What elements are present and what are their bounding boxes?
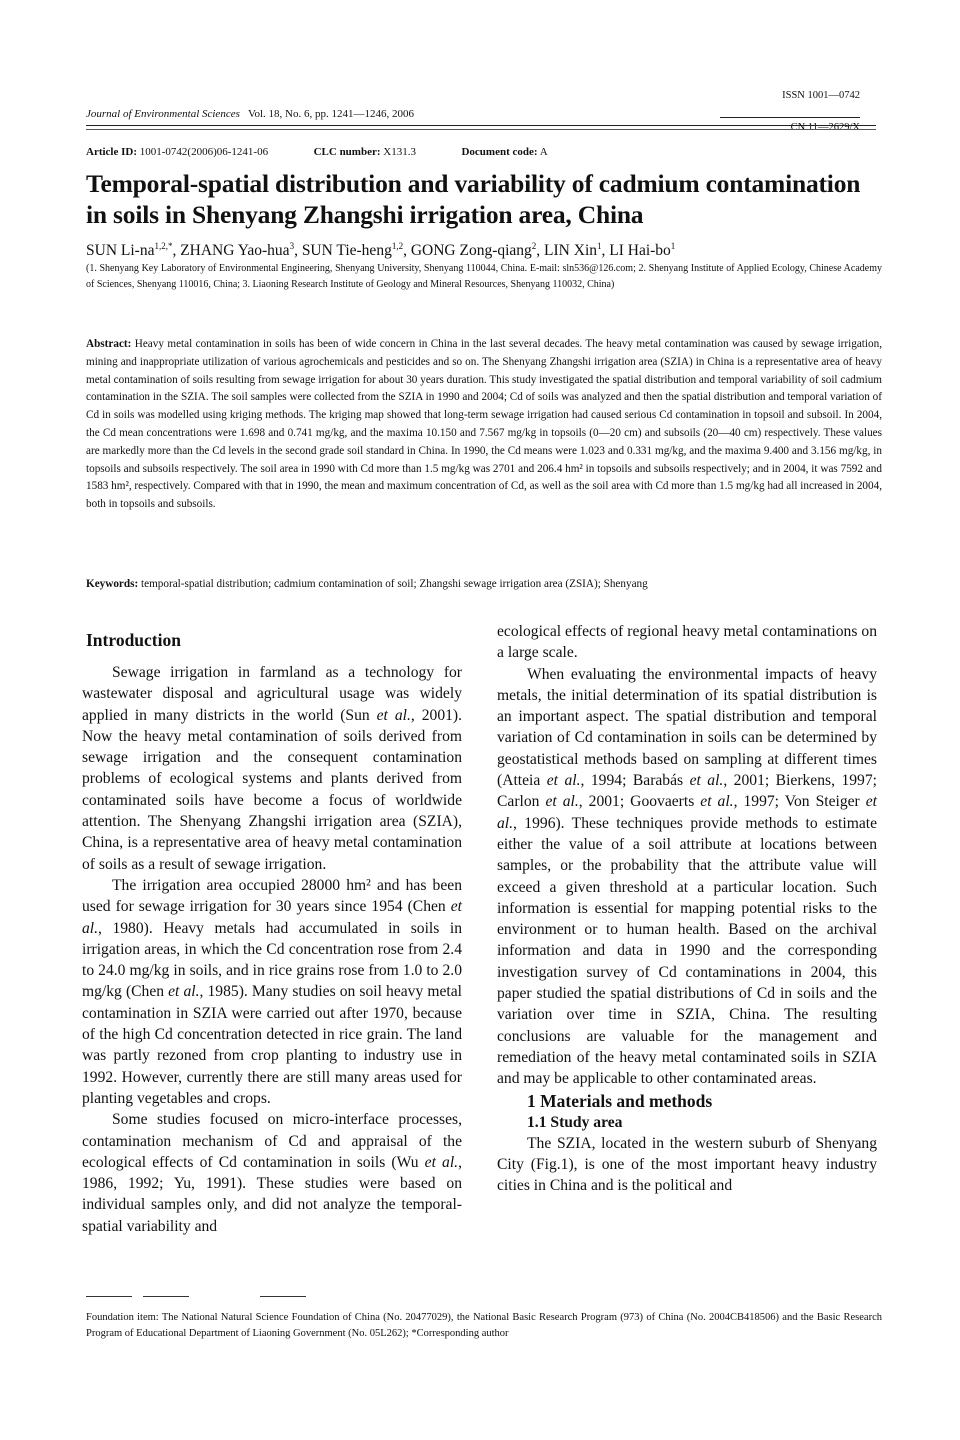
article-id: 1001-0742(2006)06-1241-06: [139, 146, 269, 158]
keywords-text: temporal-spatial distribution; cadmium contamination of soil; Zhangshi sewage irrigation area (ZSIA); Shenyang: [141, 578, 648, 590]
footnote: Foundation item: The National Natural Science Foundation of China (No. 20477029), the National Basic Research Program (973) of China (No. 2004CB418506) and the Basic Research Program of Educational Department of Liaoning Government (No. 05L262); *Corresponding author: [86, 1312, 882, 1339]
issn-number: ISSN 1001—0742: [782, 90, 860, 101]
author: LI Hai-bo: [609, 242, 671, 260]
introduction-heading: Introduction: [86, 630, 181, 650]
abstract-text: Heavy metal contamination in soils has been of wide concern in China in the last several decades. The heavy metal contamination was caused by sewage irrigation, mining and inappropriate utilization of various agrochemicals and pesticides and so on. The Shenyang Zhangshi irrigation area (SZIA) in China is a representative area of heavy metal contamination of soils resulting from sewage irrigation for about 30 years duration. This study investigated the spatial distribution and temporal variability of soil cadmium contamination in the SZIA. The soil samples were collected from the SZIA in 1990 and 2004; Cd of soils was analyzed and then the spatial distribution and temporal variation of Cd in soils was modelled using kriging methods. The kriging map showed that long-term sewage irrigation had caused serious Cd contamination in topsoil and subsoil. In 2004, the Cd mean concentrations were 1.698 and 0.741 mg/kg, and the maxima 10.150 and 7.567 mg/kg in topsoils (0—20 cm) and subsoils (20—40 cm) respectively. These values are markedly more than the Cd levels in the second grade soil standard in China. In 1990, the Cd means were 1.023 and 0.331 mg/kg, and the maxima 9.400 and 3.156 mg/kg, in topsoils and subsoils respectively. The soil area in 1990 with Cd more than 1.5 mg/kg was 2701 and 206.4 hm² in topsoils and subsoils respectively; and in 2004, it was 7592 and 1583 hm², respectively. Compared with that in 1990, the mean and maximum concentration of Cd, as well as the soil area with Cd more than 1.5 mg/kg had all increased in 2004, both in topsoils and subsoils.: [86, 338, 882, 511]
abstract: [86, 336, 882, 514]
author: ZHANG Yao-hua: [180, 242, 290, 260]
paper-title: Temporal-spatial distribution and variability of cadmium contamination in soils in Shenyang Zhangshi irrigation area, China: [86, 169, 861, 229]
paragraph: Some studies focused on micro-interface processes, contamination mechanism of Cd and appraisal of the ecological effects of Cd contamination in soils (Wu et al., 1986, 1992; Yu, 1991). These studies were based on individual samples only, and did not analyze the temporal-spatial variability and: [82, 1111, 462, 1235]
paragraph: The SZIA, located in the western suburb of Shenyang City (Fig.1), is one of the most important heavy industry cities in China and is the political and: [497, 1134, 877, 1195]
right-column: [497, 621, 877, 1197]
header-rule: [86, 125, 876, 126]
author-list: SUN $Li-na^{1,2,*}$, ZHANG Yao-hua$^3$, SUN Tie-heng$^{1,2}$, GONG Zong-qiang$^2$, LIN Xin$^1$, LI Hai-$bo^1$: [86, 241, 676, 260]
journal-name: Journal of Environmental Sciences: [86, 108, 240, 120]
paragraph: When evaluating the environmental impacts of heavy metals, the initial determination of its spatial distribution is an important aspect. The spatial distribution and temporal variation of Cd contamination in soils can be determined by geostatistical methods based on sampling at different times (Atteia et al., 1994; Barabás et al., 2001; Bierkens, 1997; Carlon et al., 2001; Goovaerts et al., 1997; Von Steiger et al., 1996). These techniques provide methods to estimate either the value of a soil attribute at locations between samples, or the probability that the attribute value will exceed a given threshold at a particular location. Such information is essential for mapping potential risks to the environment or to human health. Based on the archival information and data in 1990 and the corresponding investigation survey of Cd contaminations in 2004, this paper studied the spatial distributions of Cd in soils and the variation over time in SZIA, China. The resulting conclusions are valuable for the management and remediation of the heavy metal contaminated soils in SZIA and may be applicable to other contaminated areas.: [497, 665, 878, 1088]
article-meta: [86, 146, 548, 158]
footnote-rule: [260, 1296, 306, 1297]
affiliations: (1. Shenyang Key Laboratory of Environmental Engineering, Shenyang University, Shenyang 110044, China. E-mail: sln536@126.com; 2. Shenyang Institute of Applied Ecology, Chinese Academy of Sciences, Shenyang 110016, China; 3. Liaoning Research Institute of Geology and Mineral Resources, Shenyang 110032, China): [86, 263, 882, 290]
author: SUN Tie-heng: [301, 242, 392, 260]
keywords: [86, 576, 882, 592]
doc-code: A: [539, 146, 548, 158]
journal-header: [86, 108, 414, 120]
journal-info: Vol. 18, No. 6, pp. 1241—1246, 2006: [247, 108, 414, 120]
paragraph: The irrigation area occupied 28000 hm² and has been used for sewage irrigation for 30 years since 1954 (Chen et al., 1980). Heavy metals had accumulated in soils in irrigation areas, in which the Cd concentration rose from 2.4 to 24.0 mg/kg in soils, and in rice grains rose from 1.0 to 2.0 mg/kg (Chen et al., 1985). Many studies on soil heavy metal contamination in SZIA were carried out after 1970, because of the high Cd concentration detected in rice grain. The land was partly rezoned from crop planting to industry use in 1992. However, currently there are still many areas used for planting vegetables and crops.: [82, 876, 462, 1107]
footnote-rule: [86, 1296, 132, 1297]
doc-code-label: Document code:: [461, 146, 538, 158]
footnote-rule: [143, 1296, 189, 1297]
cn-number: CN 11—2629/X: [720, 117, 860, 135]
clc-label: CLC number:: [313, 146, 381, 158]
header-rule-thin: [86, 129, 876, 130]
article-id-label: Article ID:: [86, 146, 138, 158]
paragraph: ecological effects of regional heavy metal contaminations on a large scale.: [497, 623, 877, 662]
abstract-label: Abstract:: [86, 338, 132, 350]
author: SUN Li-na: [86, 242, 155, 260]
subsection-heading: 1.1 Study area: [527, 1113, 623, 1131]
keywords-label: Keywords:: [86, 578, 139, 590]
clc-number: X131.3: [383, 146, 416, 158]
author: LIN Xin: [544, 242, 597, 260]
section-heading: 1 Materials and methods: [527, 1090, 713, 1111]
author: GONG Zong-qiang: [410, 242, 532, 260]
paragraph: Sewage irrigation in farmland as a technology for wastewater disposal and agricultural usage was widely applied in many districts in the world (Sun et al., 2001). Now the heavy metal contamination of soils derived from sewage irrigation and the consequent contamination problems of ecological systems and plants derived from contaminated soils have become a focus of worldwide attention. The Shenyang Zhangshi irrigation area (SZIA), China, is a representative area of heavy metal contamination of soils as a result of sewage irrigation.: [82, 664, 462, 873]
left-column: [82, 662, 462, 1237]
